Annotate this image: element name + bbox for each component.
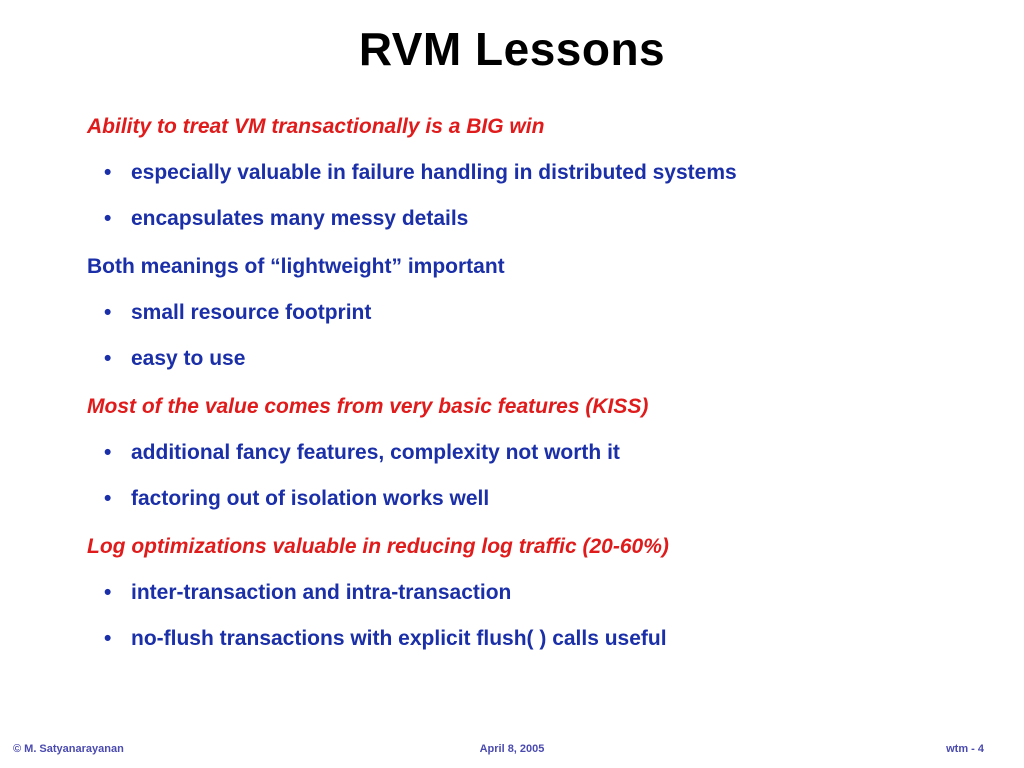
section-heading: Most of the value comes from very basic features (KISS) bbox=[87, 395, 649, 418]
bullet-item bbox=[87, 578, 987, 608]
bullet-text: small resource footprint bbox=[131, 301, 372, 324]
footer-date: April 8, 2005 bbox=[479, 743, 545, 755]
bullet-item bbox=[87, 298, 987, 328]
bullet-text: easy to use bbox=[131, 347, 246, 370]
bullet-icon: • bbox=[104, 627, 112, 650]
bullet-icon: • bbox=[104, 301, 112, 324]
slide-content bbox=[87, 112, 987, 672]
bullet-text: encapsulates many messy details bbox=[131, 207, 469, 230]
section-3 bbox=[87, 392, 987, 514]
bullet-item bbox=[87, 624, 987, 654]
bullet-item bbox=[87, 158, 987, 188]
bullet-icon: • bbox=[104, 581, 112, 604]
section-2 bbox=[87, 252, 987, 374]
bullet-text: additional fancy features, complexity not worth it bbox=[131, 441, 620, 464]
section-1 bbox=[87, 112, 987, 234]
bullet-icon: • bbox=[104, 207, 112, 230]
bullet-icon: • bbox=[104, 161, 112, 184]
section-4 bbox=[87, 532, 987, 654]
footer-author: © M. Satyanarayanan bbox=[13, 743, 124, 755]
bullet-icon: • bbox=[104, 487, 112, 510]
footer-page-number: wtm - 4 bbox=[946, 743, 984, 755]
bullet-text: inter-transaction and intra-transaction bbox=[131, 581, 512, 604]
section-heading: Ability to treat VM transactionally is a BIG win bbox=[87, 115, 545, 138]
slide-title: RVM Lessons bbox=[358, 23, 666, 75]
bullet-icon: • bbox=[104, 347, 112, 370]
bullet-icon: • bbox=[104, 441, 112, 464]
bullet-text: factoring out of isolation works well bbox=[131, 487, 490, 510]
section-heading: Log optimizations valuable in reducing log traffic (20-60%) bbox=[87, 535, 669, 558]
bullet-text: no-flush transactions with explicit flush( ) calls useful bbox=[131, 627, 667, 650]
bullet-item bbox=[87, 484, 987, 514]
bullet-item bbox=[87, 344, 987, 374]
bullet-item bbox=[87, 438, 987, 468]
bullet-text: especially valuable in failure handling in distributed systems bbox=[131, 161, 737, 184]
bullet-item bbox=[87, 204, 987, 234]
section-heading: Both meanings of “lightweight” important bbox=[87, 255, 505, 278]
